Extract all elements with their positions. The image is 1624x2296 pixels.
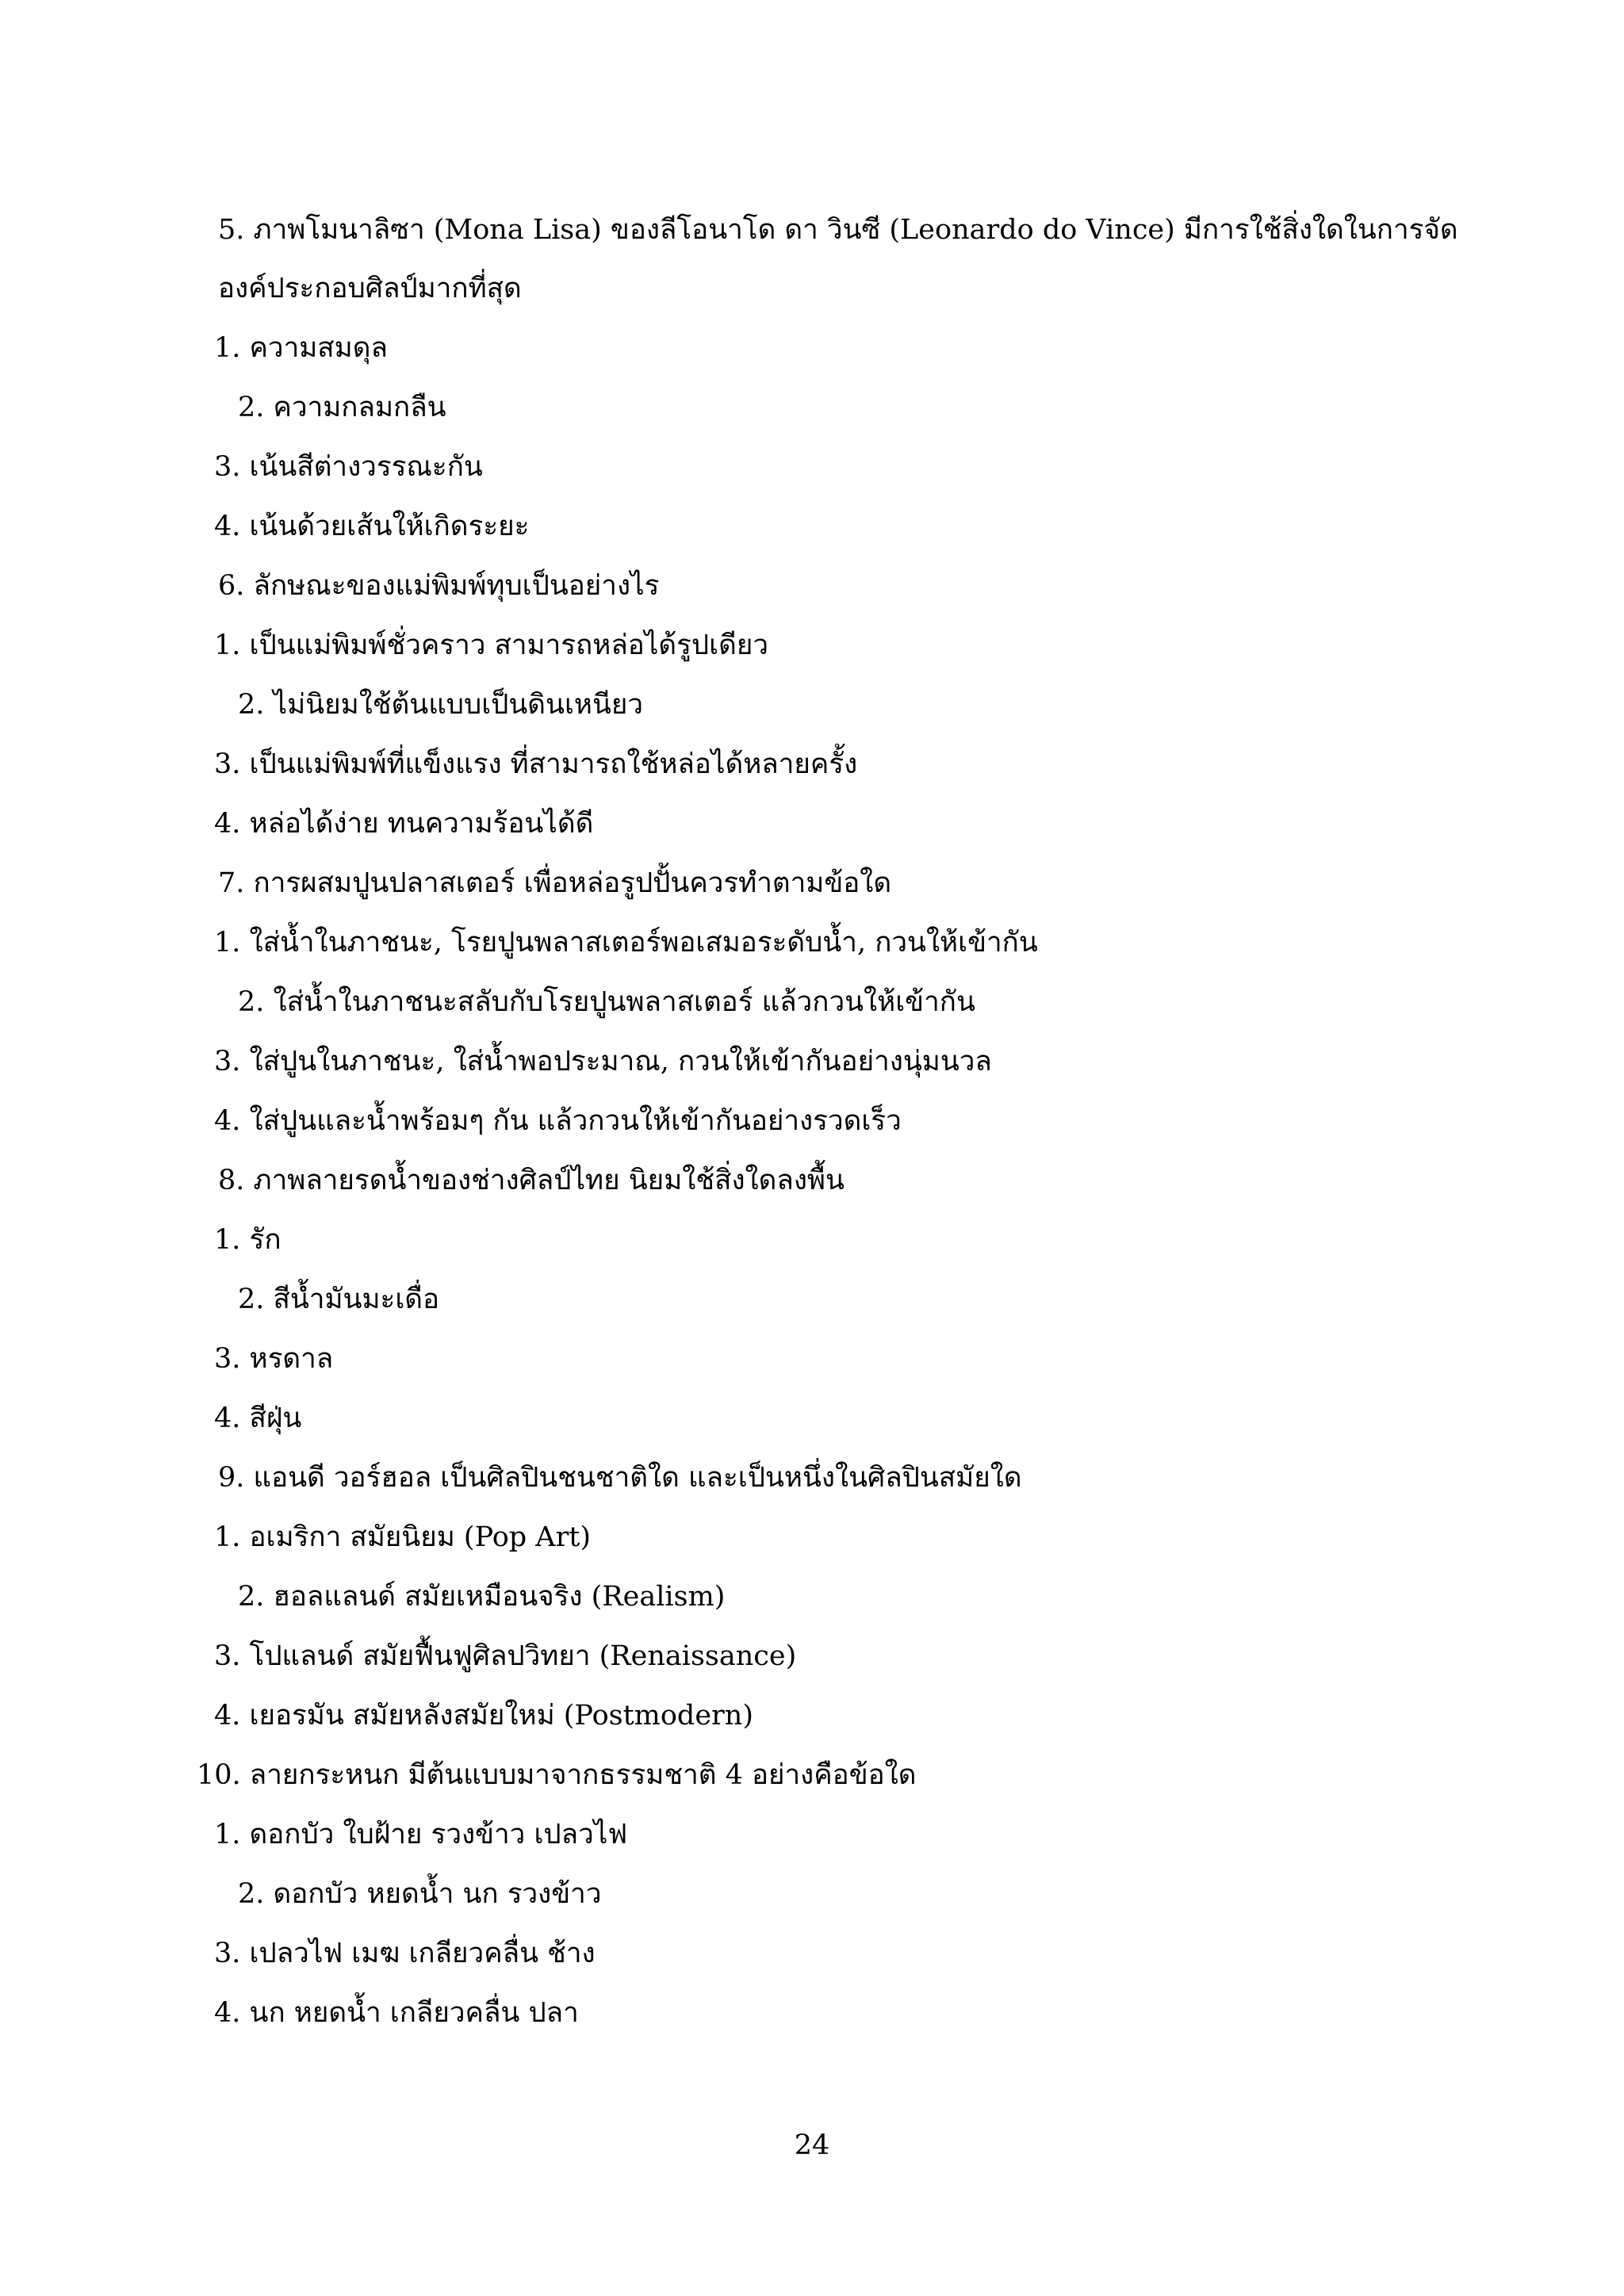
question-5-text-line-1: 5. ภาพโมนาลิซา (Mona Lisa) ของลีโอนาโด ดา วินซี (Leonardo do Vince) มีการใช้สิ่งใดในการจัด [218, 214, 1458, 246]
question-7-choice-1: 1. ใส่น้ำในภาชนะ, โรยปูนพลาสเตอร์พอเสมอระดับน้ำ, กวนให้เข้ากัน [214, 927, 1038, 959]
question-7-choice-4: 4. ใส่ปูนและน้ำพร้อมๆ กัน แล้วกวนให้เข้ากันอย่างรวดเร็ว [214, 1105, 902, 1137]
question-7-choice-2: 2. ใส่น้ำในภาชนะสลับกับโรยปูนพลาสเตอร์ แล้วกวนให้เข้ากัน [238, 986, 975, 1018]
question-6-choice-2: 2. ไม่นิยมใช้ต้นแบบเป็นดินเหนียว [238, 689, 644, 721]
question-8-choice-4: 4. สีฝุ่น [214, 1402, 302, 1434]
question-8-text: 8. ภาพลายรดน้ำของช่างศิลป์ไทย นิยมใช้สิ่งใดลงพื้น [218, 1165, 845, 1196]
question-8-choice-2: 2. สีน้ำมันมะเดื่อ [238, 1284, 440, 1315]
question-10-choice-4: 4. นก หยดน้ำ เกลียวคลื่น ปลา [214, 1997, 579, 2029]
question-7-choice-3: 3. ใส่ปูนในภาชนะ, ใส่น้ำพอประมาณ, กวนให้เข้ากันอย่างนุ่มนวล [214, 1046, 992, 1077]
question-5-choice-1: 1. ความสมดุล [214, 332, 388, 364]
question-8-choice-3: 3. หรดาล [214, 1343, 334, 1375]
question-6-choice-1: 1. เป็นแม่พิมพ์ชั่วคราว สามารถหล่อได้รูปเดียว [214, 629, 768, 661]
question-8-choice-1: 1. รัก [214, 1224, 282, 1256]
question-9-text: 9. แอนดี วอร์ฮอล เป็นศิลปินชนชาติใด และเป็นหนึ่งในศิลปินสมัยใด [218, 1462, 1022, 1494]
question-10-choice-2: 2. ดอกบัว หยดน้ำ นก รวงข้าว [238, 1878, 602, 1910]
question-10-text: 10. ลายกระหนก มีต้นแบบมาจากธรรมชาติ 4 อย่างคือข้อใด [197, 1759, 917, 1791]
question-10-choice-1: 1. ดอกบัว ใบฝ้าย รวงข้าว เปลวไฟ [214, 1819, 628, 1850]
question-9-choice-2: 2. ฮอลแลนด์ สมัยเหมือนจริง (Realism) [238, 1581, 726, 1613]
question-6-choice-3: 3. เป็นแม่พิมพ์ที่แข็งแรง ที่สามารถใช้หล่อได้หลายครั้ง [214, 748, 858, 780]
question-6-text: 6. ลักษณะของแม่พิมพ์ทุบเป็นอย่างไร [218, 570, 660, 602]
question-5-choice-2: 2. ความกลมกลืน [238, 392, 446, 423]
page-number: 24 [794, 2130, 830, 2161]
question-6-choice-4: 4. หล่อได้ง่าย ทนความร้อนได้ดี [214, 808, 594, 840]
question-7-text: 7. การผสมปูนปลาสเตอร์ เพื่อหล่อรูปปั้นควรทำตามข้อใด [218, 867, 892, 899]
question-9-choice-1: 1. อเมริกา สมัยนิยม (Pop Art) [214, 1521, 592, 1553]
question-5-choice-3: 3. เน้นสีต่างวรรณะกัน [214, 451, 483, 483]
question-5-choice-4: 4. เน้นด้วยเส้นให้เกิดระยะ [214, 511, 530, 542]
question-9-choice-3: 3. โปแลนด์ สมัยฟื้นฟูศิลปวิทยา (Renaissance) [214, 1640, 797, 1672]
question-9-choice-4: 4. เยอรมัน สมัยหลังสมัยใหม่ (Postmodern) [214, 1700, 753, 1732]
question-10-choice-3: 3. เปลวไฟ เมฆ เกลียวคลื่น ช้าง [214, 1938, 596, 1969]
question-5-text-line-2: องค์ประกอบศิลป์มากที่สุด [218, 273, 522, 304]
